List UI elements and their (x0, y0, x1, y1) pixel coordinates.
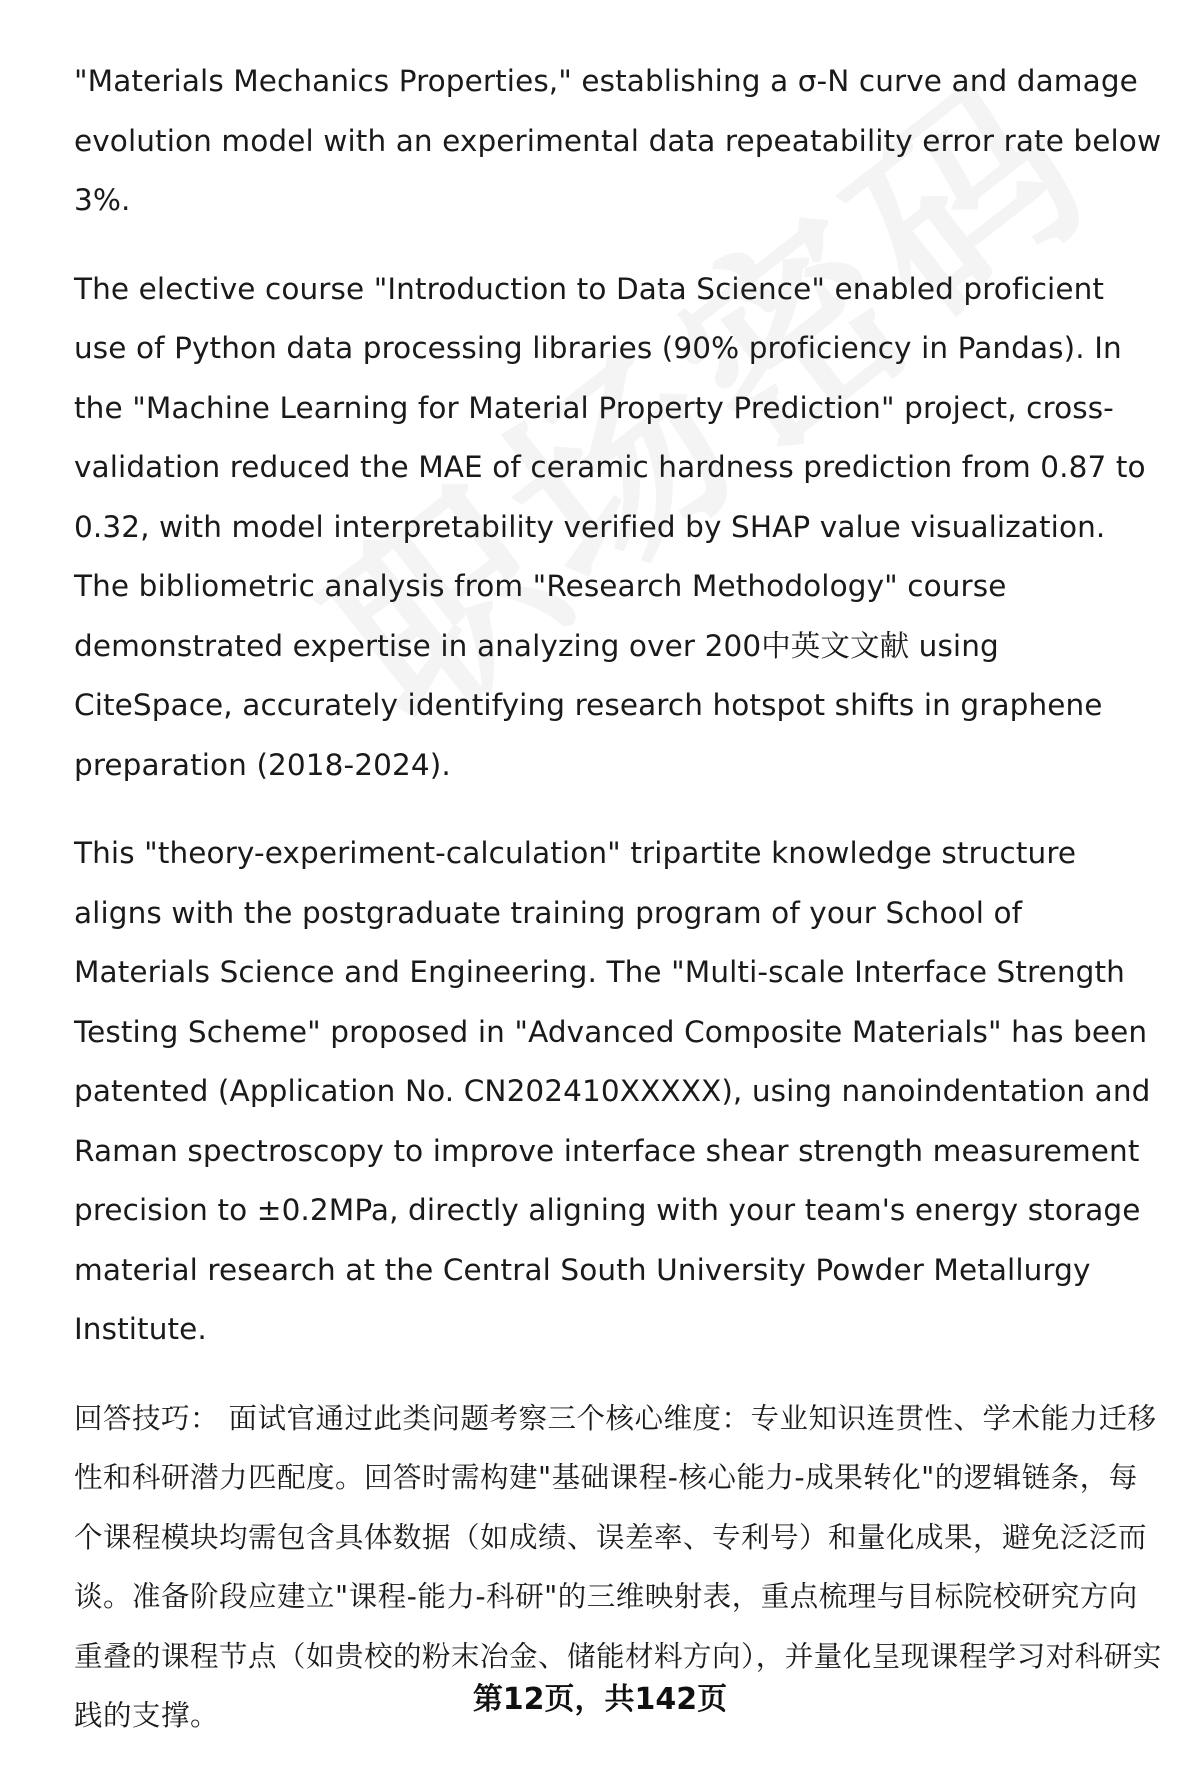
paragraph-answer-tips: 回答技巧： 面试官通过此类问题考察三个核心维度：专业知识连贯性、学术能力迁移性和科研潜力匹配度。回答时需构建"基础课程-核心能力-成果转化"的逻辑链条，每个课程模块均需包含具体数据（如成绩、误差率、专利号）和量化成果，避免泛泛而谈。准备阶段应建立"课程-能力-科研"的三维映射表，重点梳理与目标院校研究方向重叠的课程节点（如贵校的粉末冶金、储能材料方向），并量化呈现课程学习对科研实践的支撑。 (74, 1401, 1162, 1732)
paragraph-mechanics-properties: "Materials Mechanics Properties," establishing a σ-N curve and damage evolution model with an experimental data repeatability error rate below 3%. (74, 64, 1162, 217)
page-number-footer: 第12页，共142页 (472, 1682, 728, 1717)
page-body (74, 52, 1164, 1775)
paragraph-data-science: The elective course "Introduction to Data Science" enabled proficient use of Python data processing libraries (90% proficiency in Pandas). In the "Machine Learning for Material Property Prediction" project, cross-validation reduced the MAE of ceramic hardness prediction from 0.87 to 0.32, with model interpretability verified by SHAP value visualization. The bibliometric analysis from "Research Methodology" course demonstrated expertise in analyzing over 200中英文文献 using CiteSpace, accurately identifying research hotspot shifts in graphene preparation (2018-2024). (74, 271, 1146, 782)
paragraph-knowledge-structure: This "theory-experiment-calculation" tripartite knowledge structure aligns with the postgraduate training program of your School of Materials Science and Engineering. The "Multi-scale Interface Strength Testing Scheme" proposed in "Advanced Composite Materials" has been patented (Application No. CN202410XXXXX), using nanoindentation and Raman spectroscopy to improve interface shear strength measurement precision to ±0.2MPa, directly aligning with your team's energy storage material research at the Central South University Powder Metallurgy Institute. (74, 836, 1151, 1346)
